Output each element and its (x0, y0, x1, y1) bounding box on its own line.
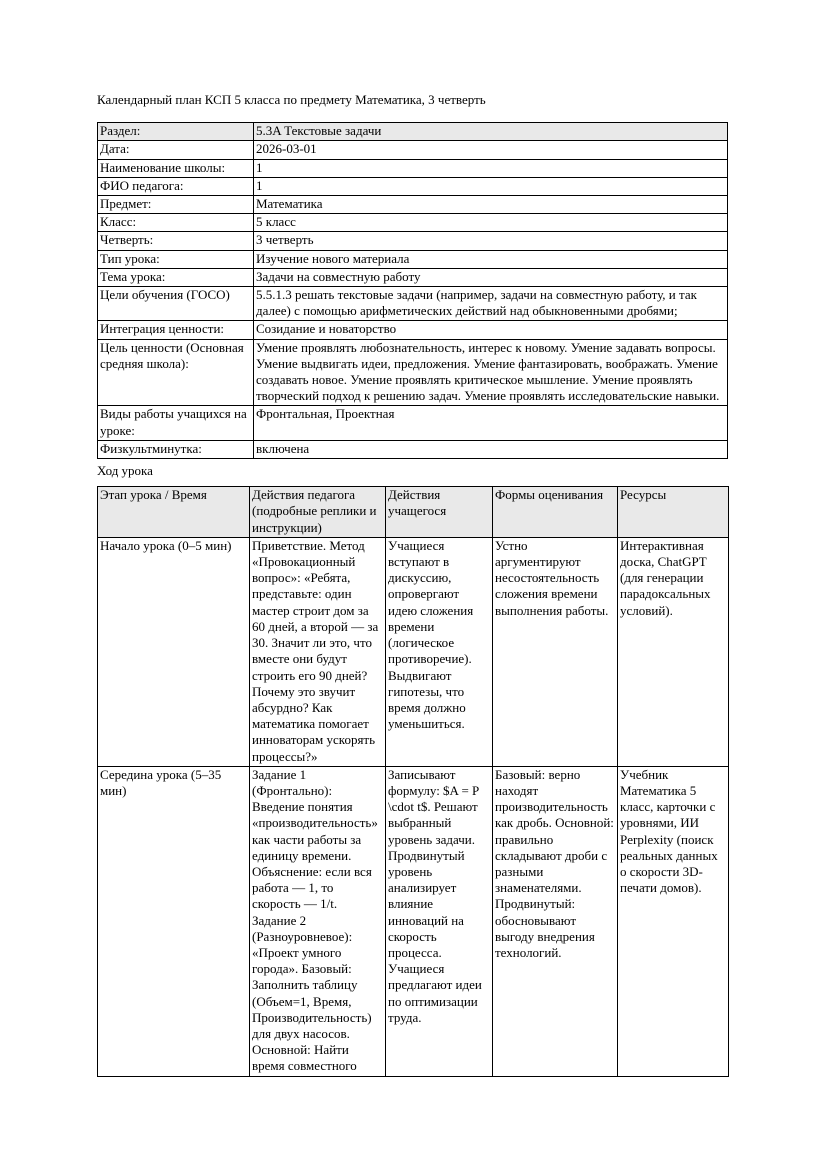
info-label: Виды работы учащихся на уроке: (98, 406, 254, 440)
info-row-razdel (98, 123, 728, 141)
info-row-data (98, 141, 728, 159)
info-value: включена (254, 440, 728, 458)
info-value: 1 (254, 159, 728, 177)
lesson-flow-table (97, 486, 729, 1076)
info-value: Изучение нового материала (254, 250, 728, 268)
stage-cell: Середина урока (5–35 мин) (98, 766, 250, 1076)
page-content (97, 92, 728, 1077)
info-row-lesson-theme (98, 268, 728, 286)
info-label: Раздел: (98, 123, 254, 141)
info-row-goals (98, 287, 728, 321)
student-actions-cell: Записывают формулу: $A = P \cdot t$. Решают выбранный уровень задачи. Продвинутый уровень анализирует влияние инноваций на скорость процесса. Учащиеся предлагают идеи по оптимизации труда. (386, 766, 493, 1076)
lesson-row-start (98, 537, 729, 766)
resources-cell: Интерактивная доска, ChatGPT (для генерации парадоксальных условий). (618, 537, 729, 766)
info-value: Умение проявлять любознательность, интерес к новому. Умение задавать вопросы. Умение выдвигать идеи, предложения. Умение фантазировать, воображать. Умение создавать новое. Умение проявлять критическое мышление. Умение проявлять творческий подход к решению задач. Умение проявлять исследовательские навыки. (254, 339, 728, 406)
info-value: Математика (254, 196, 728, 214)
info-value: Задачи на совместную работу (254, 268, 728, 286)
info-row-fizkultminutka (98, 440, 728, 458)
info-label: Цель ценности (Основная средняя школа): (98, 339, 254, 406)
info-row-school (98, 159, 728, 177)
info-value: 5 класс (254, 214, 728, 232)
col-header-resources: Ресурсы (618, 487, 729, 538)
col-header-student-actions: Действия учащегося (386, 487, 493, 538)
info-value: 3 четверть (254, 232, 728, 250)
col-header-assessment: Формы оценивания (493, 487, 618, 538)
info-label: Тип урока: (98, 250, 254, 268)
info-value: Фронтальная, Проектная (254, 406, 728, 440)
info-label: ФИО педагога: (98, 177, 254, 195)
info-label: Тема урока: (98, 268, 254, 286)
info-label: Четверть: (98, 232, 254, 250)
info-value: 5.5.1.3 решать текстовые задачи (например, задачи на совместную работу, и так далее) с помощью арифметических действий над обыкновенными дробями; (254, 287, 728, 321)
page-title: Календарный план КСП 5 класса по предмету Математика, 3 четверть (97, 92, 486, 107)
info-label: Интеграция ценности: (98, 321, 254, 339)
info-row-class (98, 214, 728, 232)
section-label-lesson-flow: Ход урока (97, 463, 153, 479)
info-row-values-integration (98, 321, 728, 339)
stage-cell: Начало урока (0–5 мин) (98, 537, 250, 766)
info-label: Наименование школы: (98, 159, 254, 177)
info-label: Цели обучения (ГОСО) (98, 287, 254, 321)
info-row-work-types (98, 406, 728, 440)
teacher-actions-cell: Приветствие. Метод «Провокационный вопрос»: «Ребята, представьте: один мастер строит дом за 60 дней, а второй — за 30. Значит ли это, что вместе они будут строить его 90 дней? Почему это звучит абсурдно? Как математика помогает инноваторам ускорять процессы?» (250, 537, 386, 766)
col-header-teacher-actions: Действия педагога (подробные реплики и инструкции) (250, 487, 386, 538)
info-label: Физкультминутка: (98, 440, 254, 458)
lesson-row-middle (98, 766, 729, 1076)
col-header-stage: Этап урока / Время (98, 487, 250, 538)
info-value: 2026-03-01 (254, 141, 728, 159)
resources-cell: Учебник Математика 5 класс, карточки с уровнями, ИИ Perplexity (поиск реальных данных о скорости 3D-печати домов). (618, 766, 729, 1076)
student-actions-cell: Учащиеся вступают в дискуссию, опровергают идею сложения времени (логическое противоречие). Выдвигают гипотезы, что время должно уменьшиться. (386, 537, 493, 766)
lesson-info-table (97, 122, 728, 459)
info-row-subject (98, 196, 728, 214)
info-row-lesson-type (98, 250, 728, 268)
assessment-cell: Устно аргументируют несостоятельность сложения времени выполнения работы. (493, 537, 618, 766)
lesson-table-header-row (98, 487, 729, 538)
assessment-cell: Базовый: верно находят производительность как дробь. Основной: правильно складывают дроби с разными знаменателями. Продвинутый: обосновывают выгоду внедрения технологий. (493, 766, 618, 1076)
info-row-teacher (98, 177, 728, 195)
info-value: 1 (254, 177, 728, 195)
info-label: Дата: (98, 141, 254, 159)
info-value: 5.3A Текстовые задачи (254, 123, 728, 141)
info-label: Предмет: (98, 196, 254, 214)
teacher-actions-cell: Задание 1 (Фронтально): Введение понятия «производительность» как части работы за единицу времени. Объяснение: если вся работа — 1, то скорость — 1/t. Задание 2 (Разноуровневое): «Проект умного города». Базовый: Заполнить таблицу (Объем=1, Время, Производительность) для двух насосов. Основной: Найти время совместного (250, 766, 386, 1076)
info-value: Созидание и новаторство (254, 321, 728, 339)
info-row-quarter (98, 232, 728, 250)
info-row-values-goal (98, 339, 728, 406)
info-label: Класс: (98, 214, 254, 232)
